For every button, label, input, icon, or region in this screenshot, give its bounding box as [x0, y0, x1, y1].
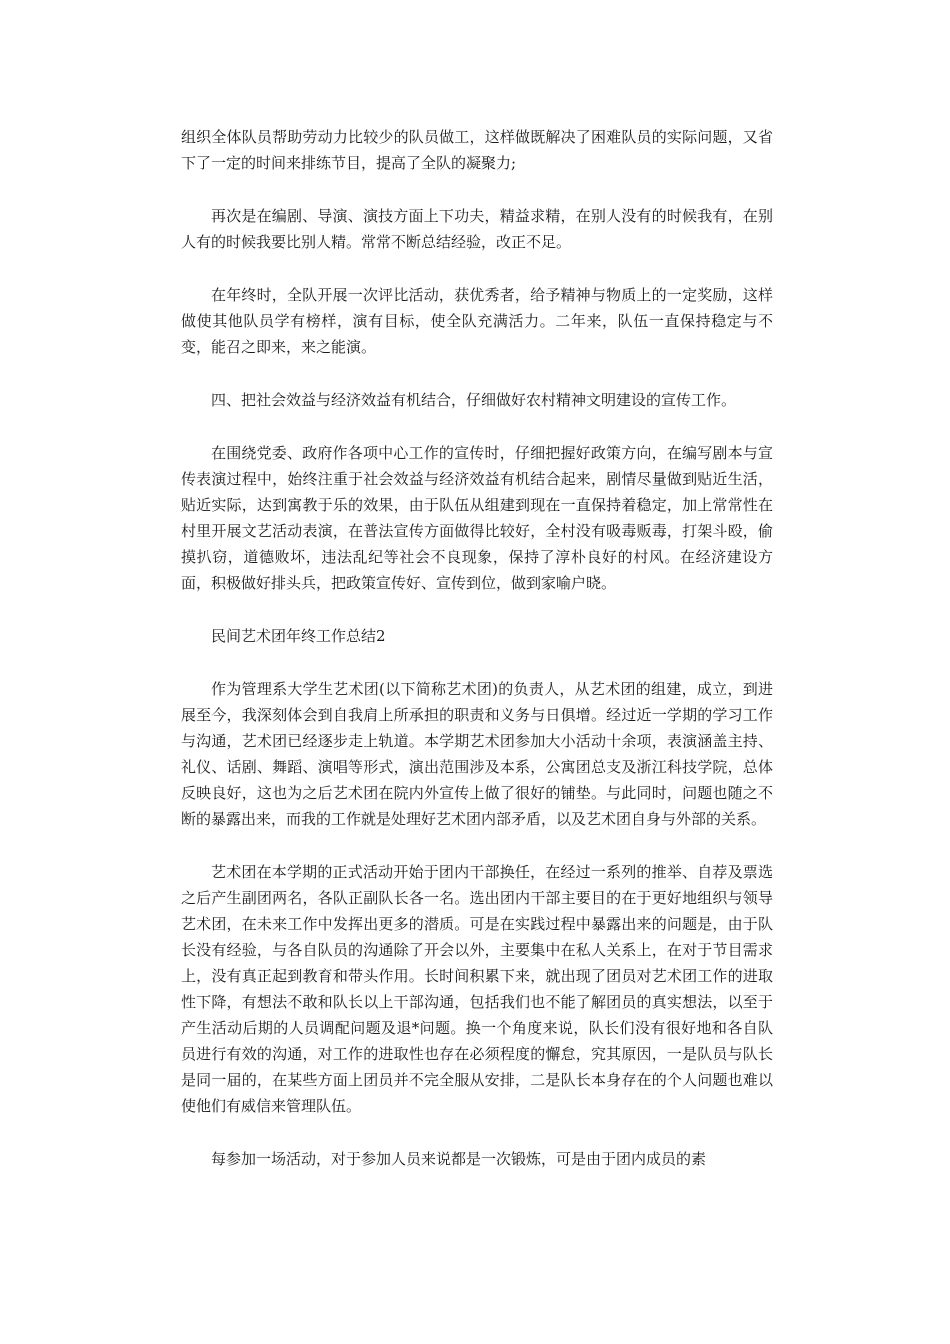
- paragraph-3: 在年终时，全队开展一次评比活动，获优秀者，给予精神与物质上的一定奖励，这样做使其他队员学有榜样，演有目标，使全队充满活力。二年来，队伍一直保持稳定与不变，能召之即来，来之能演。: [181, 286, 773, 356]
- section-title: 民间艺术团年终工作总结2: [211, 627, 386, 645]
- paragraph-9: 每参加一场活动，对于参加人员来说都是一次锻炼，可是由于团内成员的素: [211, 1150, 707, 1168]
- document-page: [181, 124, 773, 1199]
- paragraph-1: 组织全体队员帮助劳动力比较少的队员做工，这样做既解决了困难队员的实际问题，又省下了一定的时间来排练节目，提高了全队的凝聚力;: [181, 128, 773, 172]
- paragraph-8: 艺术团在本学期的正式活动开始于团内干部换任，在经过一系列的推举、自荐及票选之后产生副团两名，各队正副队长各一名。选出团内干部主要目的在于更好地组织与领导艺术团，在未来工作中发挥出更多的潜质。可是在实践过程中暴露出来的问题是，由于队长没有经验，与各自队员的沟通除了开会以外，主要集中在私人关系上，在对于节目需求上，没有真正起到教育和带头作用。长时间积累下来，就出现了团员对艺术团工作的进取性下降，有想法不敢和队长以上干部沟通，包括我们也不能了解团员的真实想法，以至于产生活动后期的人员调配问题及退*问题。换一个角度来说，队长们没有很好地和各自队员进行有效的沟通，对工作的进取性也存在必须程度的懈怠，究其原因，一是队员与队长是同一届的，在某些方面上团员并不完全服从安排，二是队长本身存在的个人问题也难以使他们有威信来管理队伍。: [181, 863, 773, 1115]
- paragraph-5: 在围绕党委、政府作各项中心工作的宣传时，仔细把握好政策方向，在编写剧本与宣传表演过程中，始终注重于社会效益与经济效益有机结合起来，剧情尽量做到贴近生活，贴近实际，达到寓教于乐的效果，由于队伍从组建到现在一直保持着稳定，加上常常性在村里开展文艺活动表演，在普法宣传方面做得比较好，全村没有吸毒贩毒，打架斗殴，偷摸扒窃，道德败坏，违法乱纪等社会不良现象，保持了淳朴良好的村风。在经济建设方面，积极做好排头兵，把政策宣传好、宣传到位，做到家喻户晓。: [181, 444, 773, 592]
- paragraph-7: 作为管理系大学生艺术团(以下简称艺术团)的负责人，从艺术团的组建，成立，到进展至今，我深刻体会到自我肩上所承担的职责和义务与日俱增。经过近一学期的学习工作与沟通，艺术团已经逐步走上轨道。本学期艺术团参加大小活动十余项，表演涵盖主持、礼仪、话剧、舞蹈、演唱等形式，演出范围涉及本系，公寓团总支及浙江科技学院，总体反映良好，这也为之后艺术团在院内外宣传上做了很好的铺垫。与此同时，问题也随之不断的暴露出来，而我的工作就是处理好艺术团内部矛盾，以及艺术团自身与外部的关系。: [181, 680, 773, 828]
- paragraph-2: 再次是在编剧、导演、演技方面上下功夫，精益求精，在别人没有的时候我有，在别人有的时候我要比别人精。常常不断总结经验，改正不足。: [181, 207, 773, 251]
- section-heading-4: 四、把社会效益与经济效益有机结合，仔细做好农村精神文明建设的宣传工作。: [211, 391, 737, 409]
